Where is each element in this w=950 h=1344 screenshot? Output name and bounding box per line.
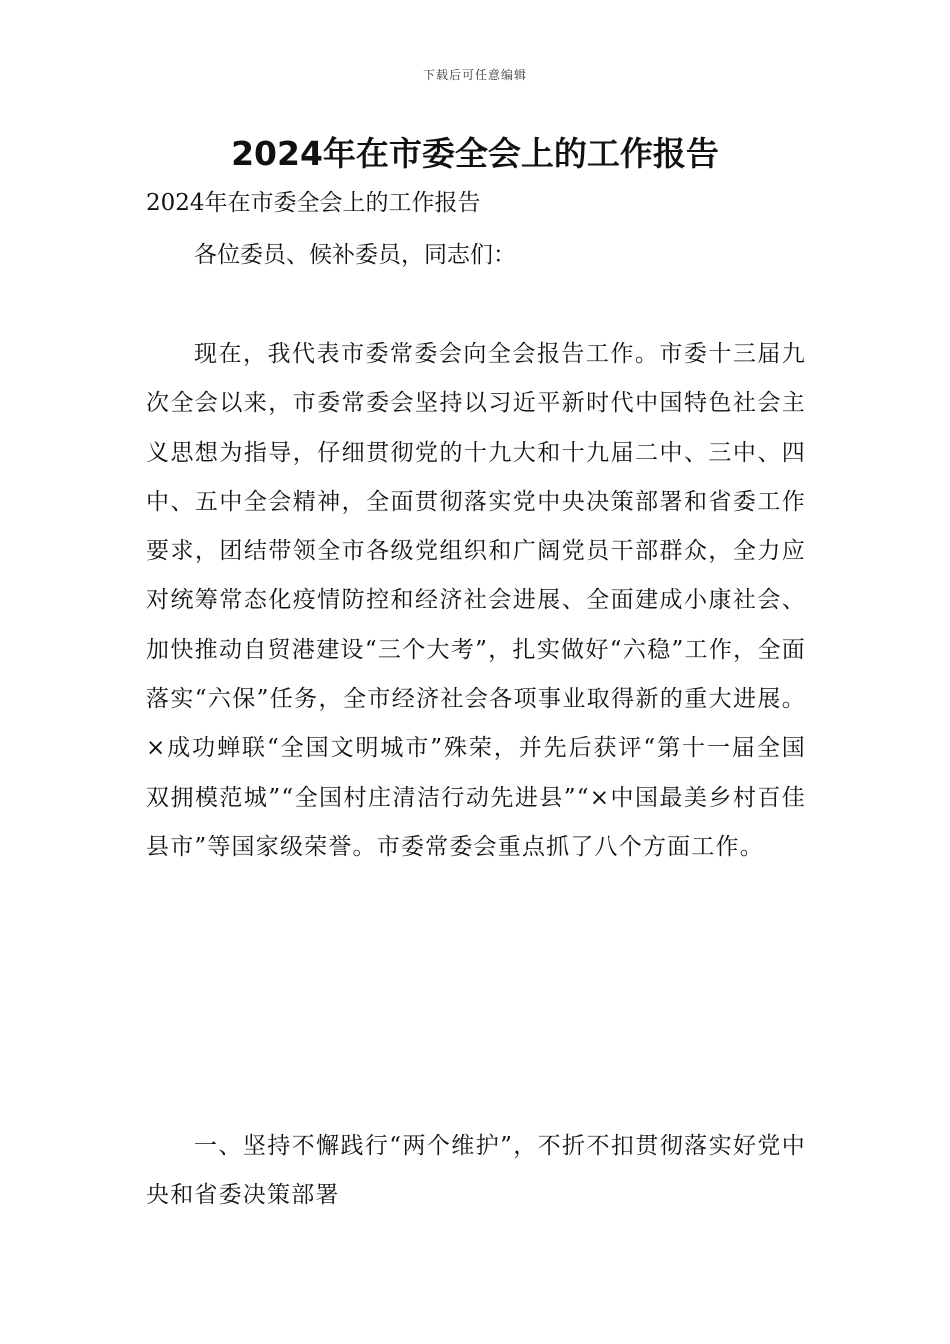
salutation: 各位委员、候补委员，同志们： [194,242,516,268]
header-note: 下载后可任意编辑 [422,68,527,82]
section-heading: 一、坚持不懈践行“两个维护”，不折不扣贯彻落实好党中央和省委决策部署 [146,1133,806,1209]
document-subtitle: 2024年在市委全会上的工作报告 [146,190,481,216]
document-title: 2024年在市委全会上的工作报告 [231,134,719,173]
body-paragraph: 现在，我代表市委常委会向全会报告工作。市委十三届九次全会以来，市委常委会坚持以习近平新时代中国特色社会主义思想为指导，仔细贯彻党的十九大和十九届二中、三中、四中、五中全会精神，全面贯彻落实党中央决策部署和省委工作要求，团结带领全市各级党组织和广阔党员干部群众，全力应对统筹常态化疫情防控和经济社会进展、全面建成小康社会、加快推动自贸港建设“三个大考”，扎实做好“六稳”工作，全面落实“六保”任务，全市经济社会各项事业取得新的重大进展。×成功蝉联“全国文明城市”殊荣，并先后获评“第十一届全国双拥模范城”“全国村庄清洁行动先进县”“×中国最美乡村百佳县市”等国家级荣誉。市委常委会重点抓了八个方面工作。 [146,341,806,860]
